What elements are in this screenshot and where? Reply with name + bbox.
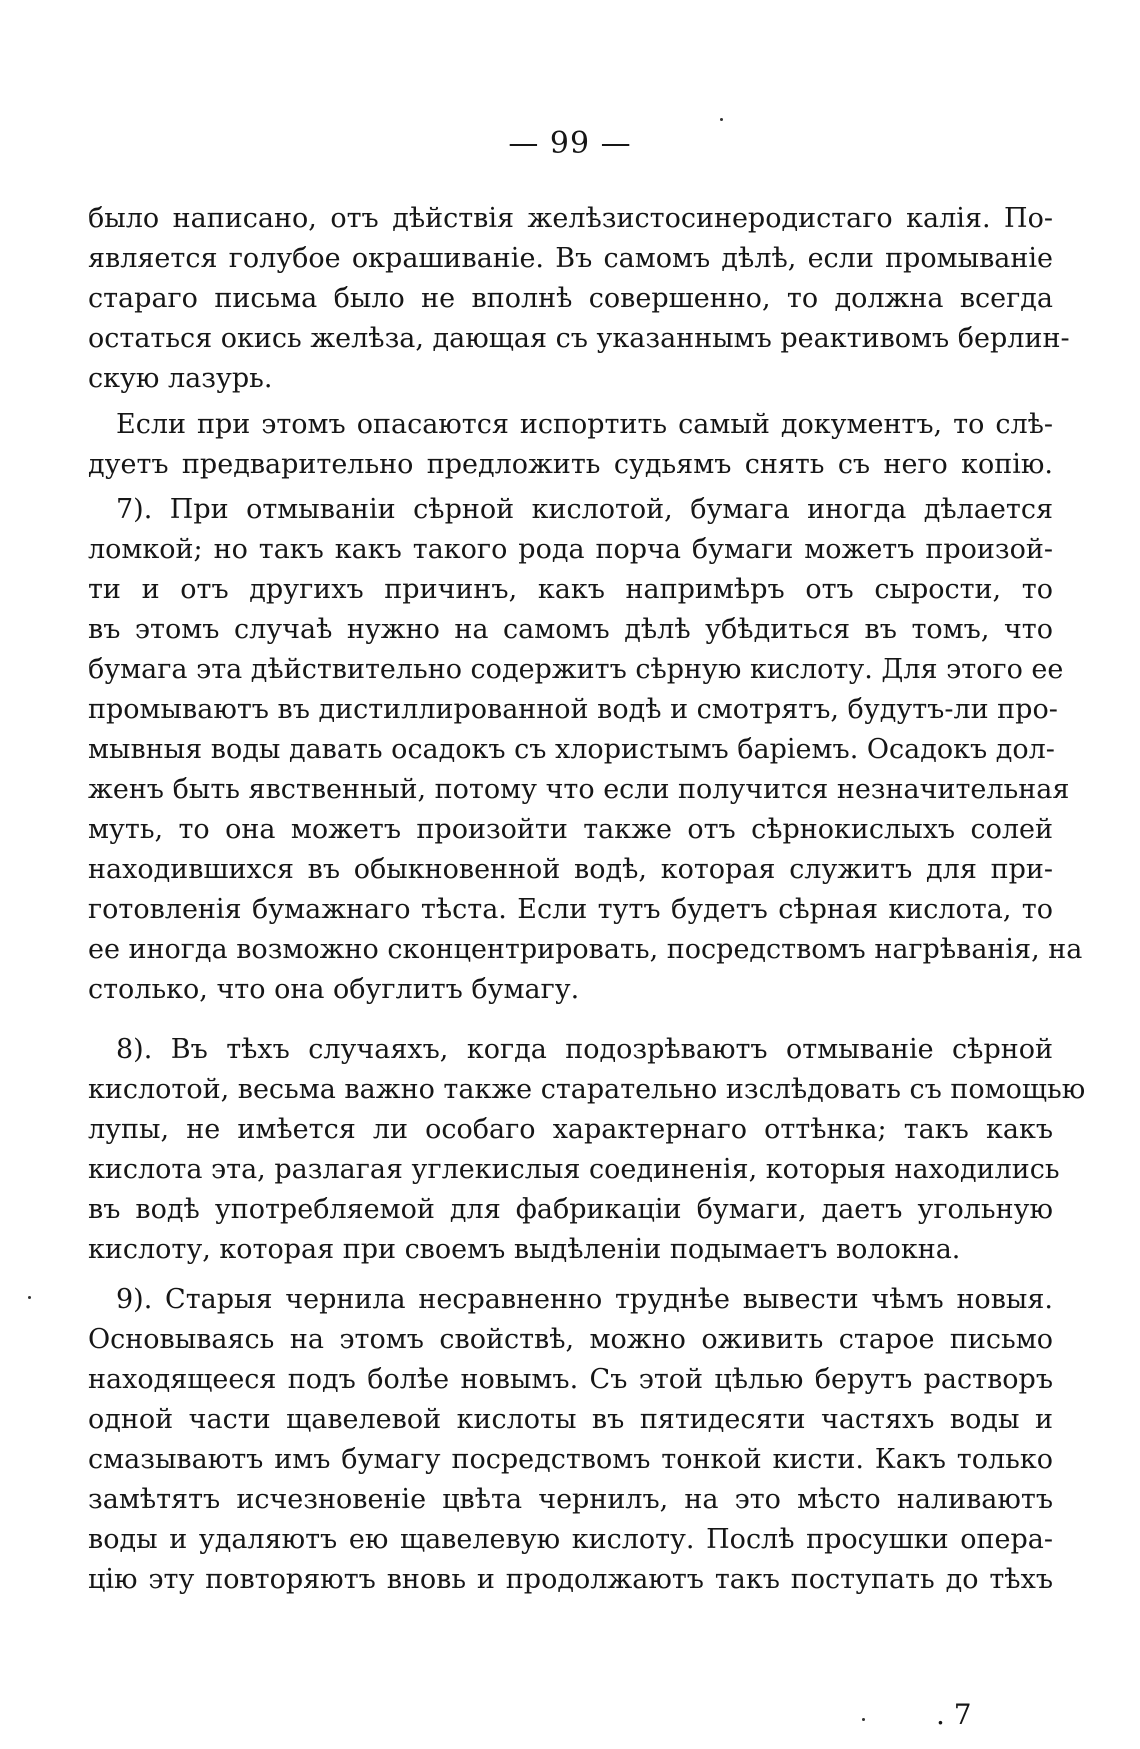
text-line: кислота эта, разлагая углекислыя соединенія, которыя находились <box>88 1154 1060 1185</box>
text-line: воды и удаляютъ ею щавелевую кислоту. Послѣ просушки опера- <box>88 1524 1053 1555</box>
print-speck <box>28 1296 31 1299</box>
text-line: кислоту, которая при своемъ выдѣленіи подымаетъ волокна. <box>88 1234 961 1265</box>
print-speck <box>720 118 723 121</box>
text-line: находящееся подъ болѣе новымъ. Съ этой цѣлью берутъ растворъ <box>88 1364 1053 1395</box>
text-line: ломкой; но такъ какъ такого рода порча бумаги можетъ произой- <box>88 534 1053 565</box>
text-line: лупы, не имѣется ли особаго характернаго оттѣнка; такъ какъ <box>88 1114 1053 1145</box>
text-line: дуетъ предварительно предложить судьямъ снять съ него копію. <box>88 449 1053 480</box>
text-line: ти и отъ другихъ причинъ, какъ напримѣръ отъ сырости, то <box>88 574 1053 605</box>
text-line: ее иногда возможно сконцентрировать, посредствомъ нагрѣванія, на <box>88 934 1083 965</box>
text-line: Основываясь на этомъ свойствѣ, можно оживить старое письмо <box>88 1324 1053 1355</box>
text-line: въ водѣ употребляемой для фабрикаціи бумаги, даетъ угольную <box>88 1194 1053 1225</box>
text-line: женъ быть явственный, потому что если получится незначительная <box>88 774 1070 805</box>
text-line: 9). Старыя чернила несравненно труднѣе вывести чѣмъ новыя. <box>116 1284 1053 1315</box>
signature-mark: . 7 <box>936 1698 972 1731</box>
text-line: остаться окись желѣза, дающая съ указаннымъ реактивомъ берлин- <box>88 323 1070 354</box>
text-line: было написано, отъ дѣйствія желѣзистосинеродистаго калія. По- <box>88 203 1053 234</box>
text-line: цію эту повторяютъ вновь и продолжаютъ такъ поступать до тѣхъ <box>88 1564 1053 1595</box>
text-line: промываютъ въ дистиллированной водѣ и смотрятъ, будутъ-ли про- <box>88 694 1058 725</box>
page-number: — 99 — <box>508 126 632 161</box>
text-line: въ этомъ случаѣ нужно на самомъ дѣлѣ убѣдиться въ томъ, что <box>88 614 1053 645</box>
text-line: одной части щавелевой кислоты въ пятидесяти частяхъ воды и <box>88 1404 1053 1435</box>
text-line: муть, то она можетъ произойти также отъ сѣрнокислыхъ солей <box>88 814 1053 845</box>
text-line: находившихся въ обыкновенной водѣ, которая служитъ для при- <box>88 854 1053 885</box>
text-line: замѣтятъ исчезновеніе цвѣта чернилъ, на это мѣсто наливаютъ <box>88 1484 1053 1515</box>
text-line: является голубое окрашиваніе. Въ самомъ дѣлѣ, если промываніе <box>88 243 1053 274</box>
text-line: скую лазурь. <box>88 363 273 394</box>
text-line: столько, что она обуглитъ бумагу. <box>88 974 580 1005</box>
text-line: смазываютъ имъ бумагу посредствомъ тонкой кисти. Какъ только <box>88 1444 1053 1475</box>
text-line: 7). При отмываніи сѣрной кислотой, бумага иногда дѣлается <box>116 494 1053 525</box>
text-line: бумага эта дѣйствительно содержитъ сѣрную кислоту. Для этого ее <box>88 654 1064 685</box>
text-line: 8). Въ тѣхъ случаяхъ, когда подозрѣваютъ отмываніе сѣрной <box>116 1034 1053 1065</box>
text-line: стараго письма было не вполнѣ совершенно, то должна всегда <box>88 283 1053 314</box>
text-line: мывныя воды давать осадокъ съ хлористымъ баріемъ. Осадокъ дол- <box>88 734 1055 765</box>
text-line: готовленія бумажнаго тѣста. Если тутъ будетъ сѣрная кислота, то <box>88 894 1053 925</box>
text-line: Если при этомъ опасаются испортить самый документъ, то слѣ- <box>116 409 1053 440</box>
print-speck <box>862 1718 865 1721</box>
text-line: кислотой, весьма важно также старательно изслѣдовать съ помощью <box>88 1074 1086 1105</box>
